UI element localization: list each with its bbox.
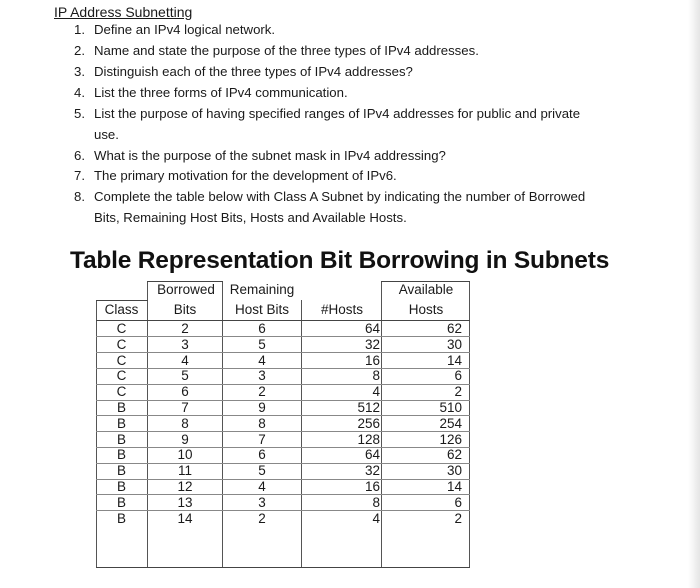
question-text: The primary motivation for the development of IPv6. [94, 168, 397, 183]
cell-available-hosts: 6 [454, 494, 462, 510]
question-text: Distinguish each of the three types of IPv4 addresses? [94, 64, 413, 79]
header-available-top: Available [398, 282, 454, 297]
table-row [96, 337, 472, 353]
cell-available-hosts: 30 [446, 463, 462, 479]
cell-hosts: 512 [357, 400, 380, 415]
cell-available-hosts: 14 [446, 479, 462, 494]
cell-available-hosts: 126 [439, 431, 462, 447]
cell-available-hosts: 30 [446, 336, 462, 352]
question-number: 7. [74, 168, 85, 183]
cell-hosts: 256 [357, 415, 380, 431]
cell-available-hosts: 254 [439, 415, 462, 431]
table-row [96, 400, 472, 416]
cell-borrowed-bits: 5 [181, 368, 189, 384]
cell-remaining-host-bits: 2 [258, 384, 266, 400]
cell-borrowed-bits: 3 [181, 336, 189, 352]
cell-hosts: 32 [364, 463, 380, 479]
cell-class: C [116, 384, 127, 400]
cell-borrowed-bits: 9 [181, 431, 189, 447]
table-row [96, 432, 472, 448]
cell-hosts: 128 [357, 431, 380, 447]
header-divider [96, 300, 148, 301]
cell-borrowed-bits: 13 [177, 494, 193, 510]
question-text-continued: use. [94, 127, 119, 142]
cell-class: B [116, 510, 126, 526]
table-title: Table Representation Bit Borrowing in Subnets [70, 247, 610, 274]
cell-hosts: 8 [372, 494, 380, 510]
cell-borrowed-bits: 2 [181, 321, 189, 336]
cell-hosts: 4 [372, 510, 380, 526]
cell-hosts: 64 [364, 321, 380, 336]
cell-class: B [116, 415, 126, 431]
cell-hosts: 16 [364, 479, 380, 494]
header-borrowed-top: Borrowed [157, 282, 215, 297]
table-row [96, 416, 472, 432]
cell-available-hosts: 6 [454, 368, 462, 384]
cell-available-hosts: 62 [446, 321, 462, 336]
cell-class: B [116, 463, 126, 479]
cell-hosts: 4 [372, 384, 380, 400]
cell-remaining-host-bits: 4 [258, 352, 266, 368]
question-text-continued: Bits, Remaining Host Bits, Hosts and Available Hosts. [94, 210, 407, 225]
cell-available-hosts: 2 [454, 510, 462, 526]
question-text: List the three forms of IPv4 communication. [94, 85, 348, 100]
cell-class: C [116, 321, 127, 336]
cell-borrowed-bits: 6 [181, 384, 189, 400]
table-border-top [147, 281, 223, 282]
table-row [96, 495, 472, 511]
cell-remaining-host-bits: 8 [258, 415, 266, 431]
question-number: 6. [74, 148, 85, 163]
cell-borrowed-bits: 11 [177, 463, 192, 479]
cell-borrowed-bits: 8 [181, 415, 189, 431]
cell-hosts: 32 [364, 336, 380, 352]
question-text: Define an IPv4 logical network. [94, 22, 276, 37]
question-text: Name and state the purpose of the three types of IPv4 addresses. [94, 43, 479, 58]
cell-class: B [116, 494, 126, 510]
cell-available-hosts: 510 [439, 400, 462, 415]
cell-remaining-host-bits: 6 [258, 447, 266, 463]
header-remaining-bottom: Host Bits [234, 302, 289, 317]
cell-class: B [116, 447, 126, 463]
cell-class: B [116, 400, 126, 415]
cell-class: C [116, 352, 127, 368]
table-row [96, 511, 472, 527]
cell-remaining-host-bits: 3 [258, 494, 266, 510]
cell-class: C [116, 368, 127, 384]
question-number: 5. [74, 106, 85, 121]
table-row [96, 368, 472, 384]
cell-hosts: 64 [364, 447, 380, 463]
table-row [96, 321, 472, 337]
page-edge-shadow [688, 0, 700, 588]
cell-class: B [116, 479, 126, 494]
question-text: List the purpose of having specified ranges of IPv4 addresses for public and private [94, 106, 581, 121]
cell-available-hosts: 14 [446, 352, 462, 368]
question-number: 3. [74, 64, 85, 79]
cell-remaining-host-bits: 5 [258, 336, 266, 352]
table-border-bottom [96, 567, 470, 568]
table-border-top [381, 281, 470, 282]
table-row [96, 353, 472, 369]
question-number: 2. [74, 43, 85, 58]
cell-class: B [116, 431, 126, 447]
cell-hosts: 16 [364, 352, 380, 368]
header-available-bottom: Hosts [408, 302, 444, 317]
question-text: Complete the table below with Class A Subnet by indicating the number of Borrowed [94, 189, 586, 204]
question-text: What is the purpose of the subnet mask in IPv4 addressing? [94, 148, 446, 163]
header-hosts: #Hosts [320, 302, 364, 317]
table-row [96, 479, 472, 495]
header-remaining-top: Remaining [229, 282, 295, 297]
cell-remaining-host-bits: 7 [258, 431, 266, 447]
cell-remaining-host-bits: 3 [258, 368, 266, 384]
cell-available-hosts: 2 [454, 384, 462, 400]
header-class: Class [104, 302, 139, 317]
question-number: 1. [74, 22, 85, 37]
cell-borrowed-bits: 7 [181, 400, 189, 415]
cell-borrowed-bits: 14 [177, 510, 193, 526]
question-number: 8. [74, 189, 85, 204]
cell-hosts: 8 [372, 368, 380, 384]
cell-remaining-host-bits: 9 [258, 400, 266, 415]
table-row [96, 463, 472, 479]
table-row [96, 447, 472, 463]
cell-available-hosts: 62 [446, 447, 462, 463]
header-borrowed-bottom: Bits [173, 302, 197, 317]
cell-borrowed-bits: 10 [177, 447, 193, 463]
cell-remaining-host-bits: 5 [258, 463, 266, 479]
cell-class: C [116, 336, 127, 352]
table-row [96, 384, 472, 400]
cell-remaining-host-bits: 4 [258, 479, 266, 494]
cell-remaining-host-bits: 2 [258, 510, 266, 526]
cell-borrowed-bits: 12 [177, 479, 193, 494]
document-heading: IP Address Subnetting [54, 4, 193, 20]
cell-remaining-host-bits: 6 [258, 321, 266, 336]
question-number: 4. [74, 85, 85, 100]
cell-borrowed-bits: 4 [181, 352, 189, 368]
